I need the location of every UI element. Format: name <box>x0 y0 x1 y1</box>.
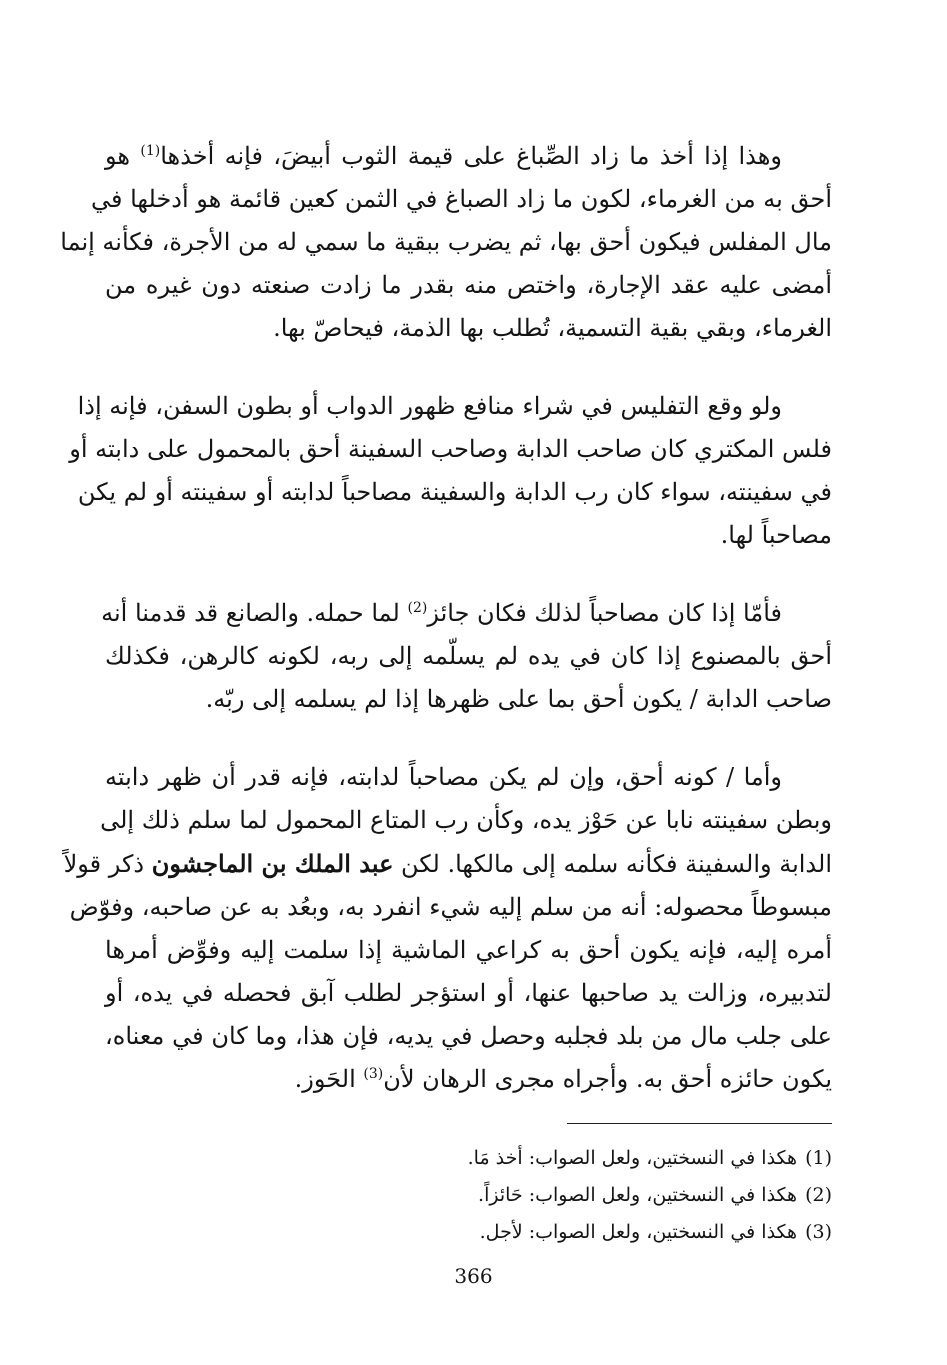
text-line <box>101 592 832 635</box>
text-line <box>105 1015 832 1058</box>
text-line <box>91 178 832 221</box>
text-segment: هو <box>105 142 141 170</box>
text-segment: ولو وقع التفليس في شراء منافع ظهور الدواب أو بطون السفن، فإنه إذا <box>77 392 782 420</box>
text-segment: لتدبيره، وزالت يد صاحبها عنها، أو استؤجر لطلب آبق فحصله في يده، أو <box>105 979 832 1007</box>
text-line <box>63 842 832 886</box>
text-segment: على جلب مال من بلد فجلبه وحصل في يديه، فإن هذا، وما كان في معناه، <box>105 1022 832 1050</box>
paragraph <box>101 592 832 721</box>
footnote-ref: (3) <box>363 1066 384 1082</box>
text-segment: أحق بالمصنوع إذا كان في يده لم يسلّمه إلى ربه، لكونه كالرهن، فكذلك <box>105 642 832 670</box>
text-segment: أحق به من الغرماء، لكون ما زاد الصباغ في الثمن كعين قائمة هو أدخلها في <box>91 185 832 213</box>
text-line <box>105 135 832 178</box>
text-segment: أمضى عليه عقد الإجارة، واختص منه بقدر ما زادت صنعته دون غيره من <box>105 271 832 299</box>
main-text <box>60 135 832 1136</box>
text-line <box>69 428 832 471</box>
footnote-ref: (1) <box>140 143 161 159</box>
text-segment: الدابة والسفينة فكأنه سلمه إلى مالكها. لكن <box>393 850 832 878</box>
text-segment: فأمّا إذا كان مصاحباً لذلك فكان جائز <box>427 599 782 627</box>
text-segment: أمره إليه، فإنه يكون أحق به كراعي الماشية إذا سلمت إليه وفوِّض أمرها <box>105 936 832 964</box>
text-line <box>105 635 832 678</box>
text-segment: الغرماء، وبقي بقية التسمية، تُطلب بها الذمة، فيحاصّ بها. <box>273 314 832 342</box>
text-segment: وبطن سفينته نابا عن حَوْز يده، وكأن رب المتاع المحمول لما سلم ذلك إلى <box>100 806 832 834</box>
text-segment: لما حمله. والصانع قد قدمنا أنه <box>101 599 408 627</box>
footnote-number: (3) <box>805 1221 832 1243</box>
text-segment: يكون حائزه أحق به. وأجراه مجرى الرهان لأن <box>383 1065 832 1093</box>
text-segment: ذكر قولاً <box>63 850 152 878</box>
text-line <box>100 799 832 842</box>
paragraph <box>69 385 832 557</box>
text-line <box>69 886 832 929</box>
footnote-separator <box>567 1123 832 1124</box>
footnote <box>332 1177 832 1214</box>
text-segment: الحَوز. <box>294 1065 364 1093</box>
paragraph <box>60 135 832 350</box>
text-line <box>77 385 832 428</box>
footnote-number: (1) <box>805 1147 832 1169</box>
text-line <box>105 307 832 350</box>
footnote <box>332 1140 832 1177</box>
text-segment: وأما / كونه أحق، وإن لم يكن مصاحباً لدابته، فإنه قدر أن ظهر دابته <box>105 763 782 791</box>
text-line <box>105 756 832 799</box>
text-segment: صاحب الدابة / يكون أحق بما على ظهرها إذا لم يسلمه إلى ربّه. <box>205 685 832 713</box>
text-line <box>105 678 832 721</box>
footnote-ref: (2) <box>407 600 428 616</box>
text-line <box>77 471 832 514</box>
footnote-text: هكذا في النسختين، ولعل الصواب: أخذ مَا. <box>467 1147 798 1169</box>
footnote-number: (2) <box>805 1184 832 1206</box>
text-line <box>105 514 832 557</box>
page-number: 366 <box>454 1264 493 1288</box>
text-line <box>60 221 832 264</box>
text-segment: مال المفلس فيكون أحق بها، ثم يضرب ببقية ما سمي له من الأجرة، فكأنه إنما <box>60 228 832 256</box>
text-line <box>105 1058 832 1101</box>
footnotes <box>332 1140 832 1251</box>
text-line <box>105 929 832 972</box>
text-segment: فلس المكتري كان صاحب الدابة وصاحب السفينة أحق بالمحمول على دابته أو <box>69 435 832 463</box>
bold-name: عبد الملك بن الماجشون <box>151 849 394 878</box>
text-segment: وهذا إذا أخذ ما زاد الصِّباغ على قيمة الثوب أبيضَ، فإنه أخذها <box>160 142 782 170</box>
text-segment: مصاحباً لها. <box>720 521 832 549</box>
text-segment: مبسوطاً محصوله: أنه من سلم إليه شيء انفرد به، وبعُد به عن صاحبه، وفوّض <box>69 893 832 921</box>
paragraph <box>63 756 832 1101</box>
text-line <box>105 264 832 307</box>
text-line <box>105 972 832 1015</box>
footnote-text: هكذا في النسختين، ولعل الصواب: حَائزاً. <box>478 1184 798 1206</box>
text-segment: في سفينته، سواء كان رب الدابة والسفينة مصاحباً لدابته أو سفينته أو لم يكن <box>77 478 832 506</box>
footnote-text: هكذا في النسختين، ولعل الصواب: لأجل. <box>479 1221 798 1243</box>
footnote <box>332 1214 832 1251</box>
